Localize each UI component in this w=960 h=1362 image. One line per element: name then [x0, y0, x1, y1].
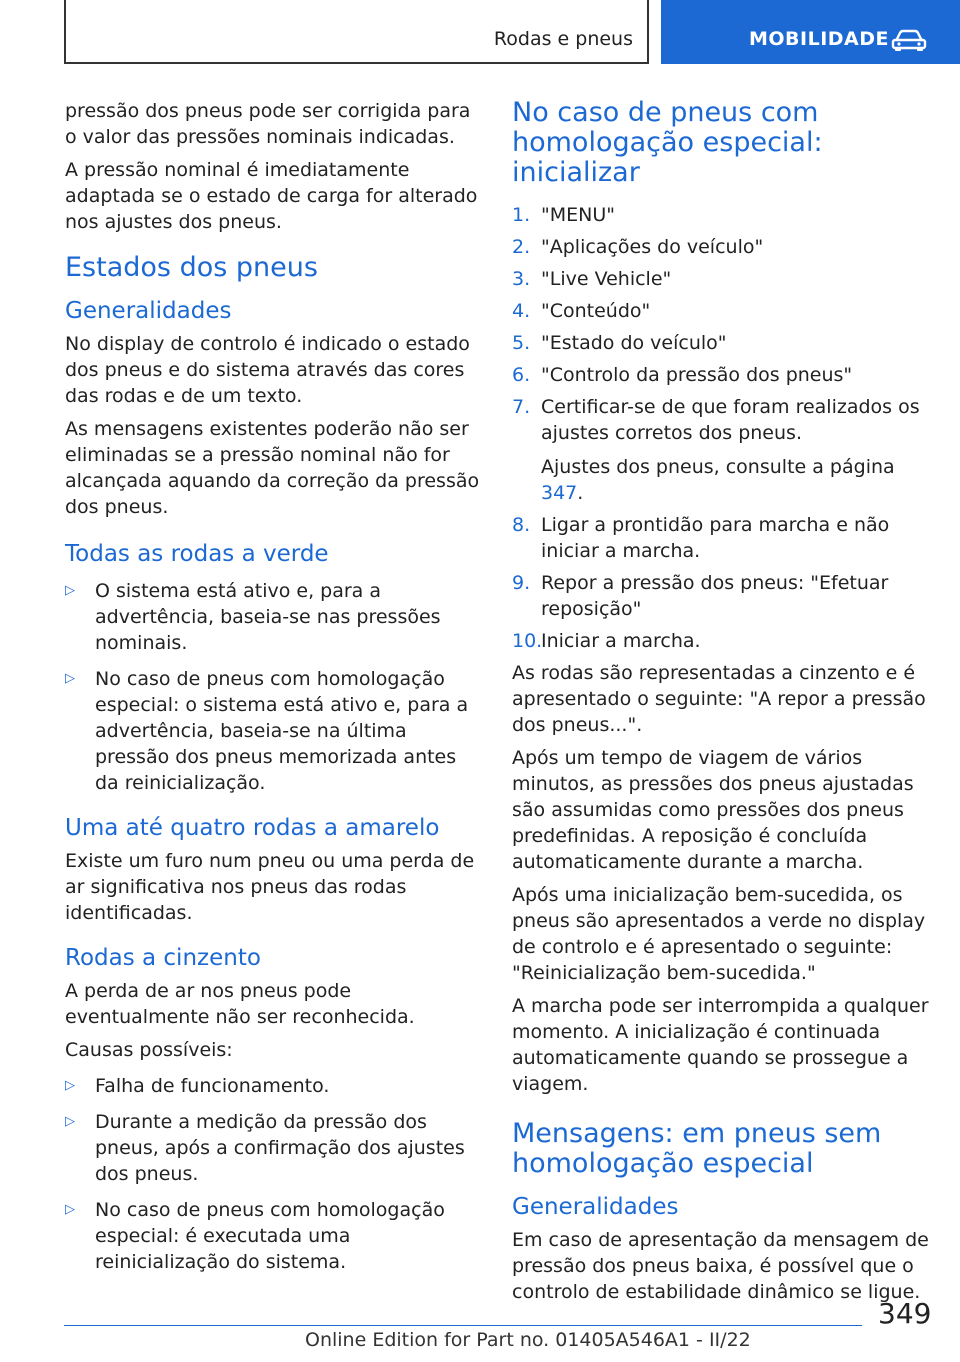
- heading-generalidades: Generalidades: [65, 298, 232, 324]
- heading-mensagens: Mensagens: em pneus sem homologação especial: [512, 1118, 882, 1179]
- footer-divider: [64, 1325, 862, 1326]
- step-item: 6. "Controlo da pressão dos pneus": [512, 364, 853, 386]
- step-item: 7. Certificar-se de que foram realizados os ajustes corretos dos pneus. Ajustes dos pneus, consulte a página 347.: [512, 394, 930, 506]
- step-item: 3. "Live Vehicle": [512, 268, 672, 290]
- car-icon: [891, 28, 927, 52]
- right-column: [512, 98, 930, 1312]
- list-item: ▷ Durante a medição da pressão dos pneus, após a confirmação dos ajustes dos pneus.: [65, 1111, 465, 1185]
- paragraph: Após um tempo de viagem de vários minutos, as pressões dos pneus ajustadas são assumidas como pressões dos pneus predefinidas. A reposição é concluída automaticamente durante a marcha.: [512, 747, 914, 873]
- triangle-bullet-icon: ▷: [65, 583, 75, 598]
- list-item: ▷ No caso de pneus com homologação especial: é executada uma reinicialização do sistema.: [65, 1199, 445, 1273]
- paragraph: A pressão nominal é imediatamente adaptada se o estado de carga for alterado nos ajustes dos pneus.: [65, 159, 478, 233]
- heading-rodas-cinzento: Rodas a cinzento: [65, 945, 261, 971]
- page-reference-link[interactable]: 347: [541, 482, 578, 504]
- paragraph: Em caso de apresentação da mensagem de pressão dos pneus baixa, é possível que o controlo de estabilidade dinâmico se ligue.: [512, 1229, 929, 1303]
- step-item: 9. Repor a pressão dos pneus: "Efetuar reposição": [512, 572, 889, 620]
- paragraph: Causas possíveis:: [65, 1039, 233, 1061]
- heading-estados-dos-pneus: Estados dos pneus: [65, 252, 318, 283]
- list-item: ▷ Falha de funcionamento.: [65, 1075, 330, 1097]
- step-item: 2. "Aplicações do veículo": [512, 236, 764, 258]
- triangle-bullet-icon: ▷: [65, 1114, 75, 1129]
- step-item: 5. "Estado do veículo": [512, 332, 727, 354]
- paragraph: As mensagens existentes poderão não ser eliminadas se a pressão nominal não for alcançada aquando da correção da pressão dos pneus.: [65, 418, 480, 518]
- list-causas: [65, 1073, 480, 1275]
- list-item: ▷ No caso de pneus com homologação especial: o sistema está ativo e, para a advertência, baseia-se na última pressão dos pneus memorizada antes da reinicialização.: [65, 668, 469, 794]
- header-chapter-title: MOBILIDADE: [749, 28, 890, 50]
- triangle-bullet-icon: ▷: [65, 671, 75, 686]
- paragraph: As rodas são representadas a cinzento e é apresentado o seguinte: "A repor a pressão dos pneus...".: [512, 662, 926, 736]
- header-section-box: [64, 0, 649, 64]
- paragraph: A marcha pode ser interrompida a qualquer momento. A inicialização é continuada automaticamente quando se prossegue a viagem.: [512, 995, 929, 1095]
- paragraph: No display de controlo é indicado o estado dos pneus e do sistema através das cores das rodas e de um texto.: [65, 333, 470, 407]
- left-column: [65, 98, 480, 1285]
- triangle-bullet-icon: ▷: [65, 1202, 75, 1217]
- paragraph: Após uma inicialização bem-sucedida, os pneus são apresentados a verde no display de controlo e é apresentado o seguinte: "Reinicialização bem-sucedida.": [512, 884, 926, 984]
- paragraph: pressão dos pneus pode ser corrigida para o valor das pressões nominais indicadas.: [65, 100, 471, 148]
- header-chapter-tab[interactable]: [661, 0, 960, 64]
- heading-rodas-amarelo: Uma até quatro rodas a amarelo: [65, 815, 440, 841]
- heading-todas-rodas-verde: Todas as rodas a verde: [65, 541, 329, 567]
- step-item: 1. "MENU": [512, 204, 615, 226]
- heading-generalidades: Generalidades: [512, 1194, 679, 1220]
- steps-list: [512, 202, 930, 654]
- step-item: 8. Ligar a prontidão para marcha e não iniciar a marcha.: [512, 514, 890, 562]
- list-item: ▷ O sistema está ativo e, para a advertência, baseia-se nas pressões nominais.: [65, 580, 441, 654]
- triangle-bullet-icon: ▷: [65, 1078, 75, 1093]
- step-item: 10. Iniciar a marcha.: [512, 630, 701, 652]
- footer-edition: Online Edition for Part no. 01405A546A1 - II/22: [305, 1329, 751, 1351]
- paragraph: A perda de ar nos pneus pode eventualmente não ser reconhecida.: [65, 980, 415, 1028]
- heading-inicializar: No caso de pneus com homologação especial: inicializar: [512, 97, 823, 188]
- step-note: Ajustes dos pneus, consulte a página 347.: [541, 456, 895, 504]
- paragraph: Existe um furo num pneu ou uma perda de ar significativa nos pneus das rodas identificadas.: [65, 850, 475, 924]
- header-section-title: Rodas e pneus: [493, 28, 633, 50]
- page-number: 349: [878, 1297, 932, 1330]
- step-item: 4. "Conteúdo": [512, 300, 651, 322]
- list-verde: [65, 578, 480, 796]
- page-header: [0, 0, 960, 66]
